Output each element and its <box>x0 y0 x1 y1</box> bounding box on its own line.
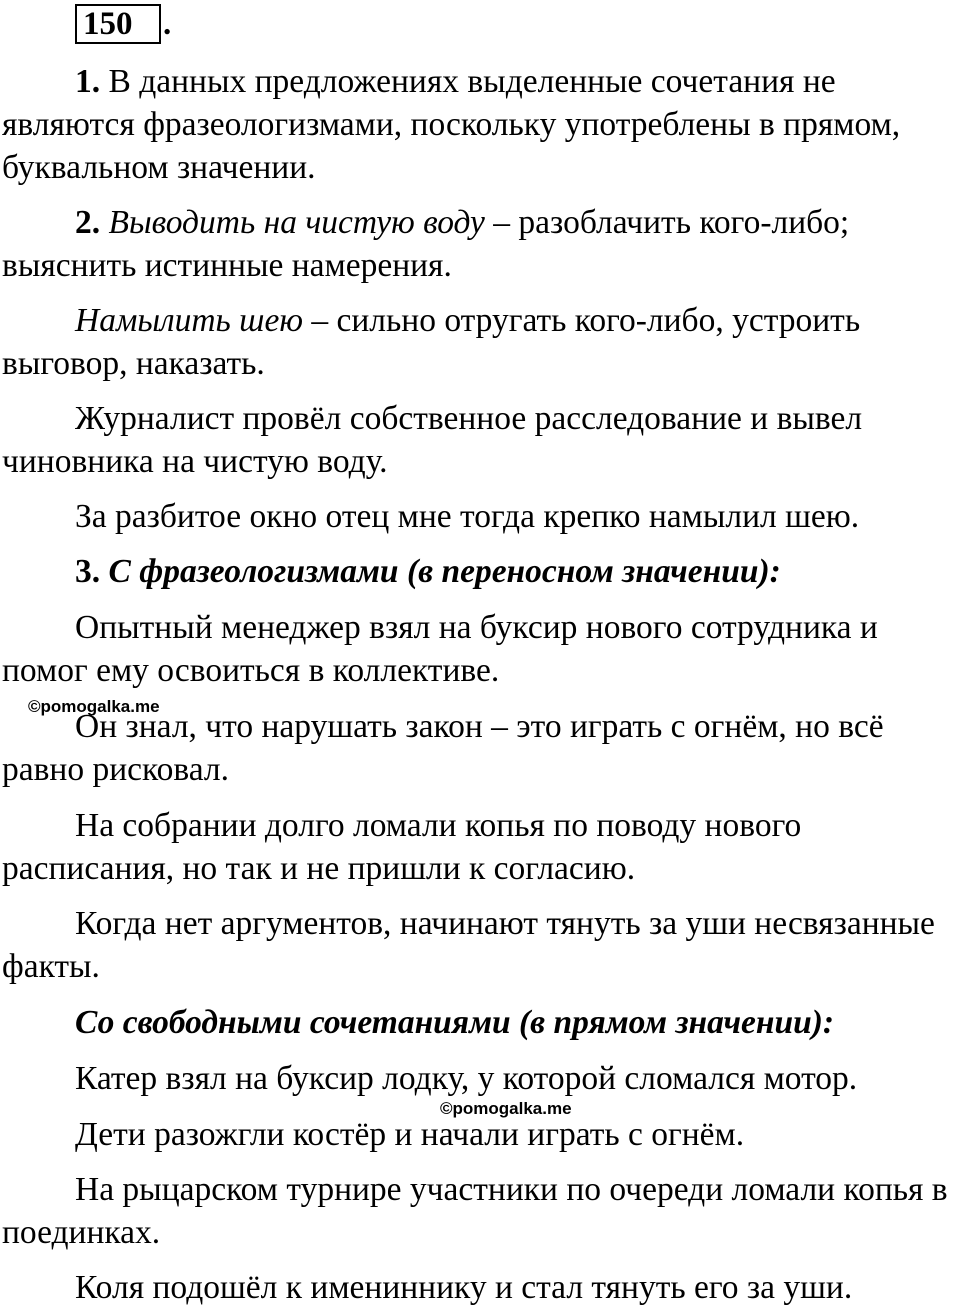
item-number: 3. <box>75 553 101 590</box>
paragraph-text: На рыцарском турнире участники по очереди ломали копья в поединках. <box>2 1171 948 1251</box>
task-number-dot: . <box>163 6 172 42</box>
paragraph-11 <box>2 1001 957 1044</box>
task-number: 150 <box>83 6 133 42</box>
paragraph-8 <box>2 705 957 791</box>
paragraph-13 <box>2 1113 957 1156</box>
paragraph-text: Коля подошёл к имениннику и стал тянуть его за уши. <box>75 1269 853 1306</box>
section-heading: Со свободными сочетаниями (в прямом значении): <box>75 1004 835 1041</box>
phraseologism: Намылить шею <box>75 302 303 339</box>
paragraph-12 <box>2 1057 957 1100</box>
watermark: ©pomogalka.me <box>440 1099 572 1118</box>
paragraph-text: За разбитое окно отец мне тогда крепко намылил шею. <box>75 498 860 535</box>
paragraph-text: Катер взял на буксир лодку, у которой сломался мотор. <box>75 1060 858 1097</box>
paragraph-6 <box>2 550 957 593</box>
section-heading: С фразеологизмами (в переносном значении): <box>108 553 781 590</box>
paragraph-text: Когда нет аргументов, начинают тянуть за уши несвязанные факты. <box>2 905 935 985</box>
paragraph-7 <box>2 606 957 692</box>
item-number: 1. <box>75 63 101 100</box>
paragraph-5 <box>2 495 957 538</box>
paragraph-9 <box>2 804 957 890</box>
paragraph-10 <box>2 902 957 988</box>
paragraph-14 <box>2 1168 957 1254</box>
phraseologism: Выводить на чистую воду <box>108 204 485 241</box>
paragraph-text: Дети разожгли костёр и начали играть с огнём. <box>75 1116 745 1153</box>
paragraph-1 <box>2 60 957 189</box>
item-number: 2. <box>75 204 101 241</box>
paragraph-text: – разоблачить кого-либо; выяснить истинные намерения. <box>2 204 850 284</box>
paragraph-4 <box>2 397 957 483</box>
paragraph-3 <box>2 299 957 385</box>
paragraph-15 <box>2 1266 957 1309</box>
watermark: ©pomogalka.me <box>28 697 160 716</box>
paragraph-text: В данных предложениях выделенные сочетания не являются фразеологизмами, поскольку употреблены в прямом, буквальном значении. <box>2 63 901 186</box>
paragraph-text: Он знал, что нарушать закон – это играть с огнём, но всё равно рисковал. <box>2 708 884 788</box>
paragraph-text: Журналист провёл собственное расследование и вывел чиновника на чистую воду. <box>2 400 863 480</box>
paragraph-text: – сильно отругать кого-либо, устроить выговор, наказать. <box>2 302 861 382</box>
paragraph-text: Опытный менеджер взял на буксир нового сотрудника и помог ему освоиться в коллективе. <box>2 609 878 689</box>
task-number-box <box>75 4 161 44</box>
paragraph-text: На собрании долго ломали копья по поводу нового расписания, но так и не пришли к согласию. <box>2 807 802 887</box>
paragraph-2 <box>2 201 957 287</box>
